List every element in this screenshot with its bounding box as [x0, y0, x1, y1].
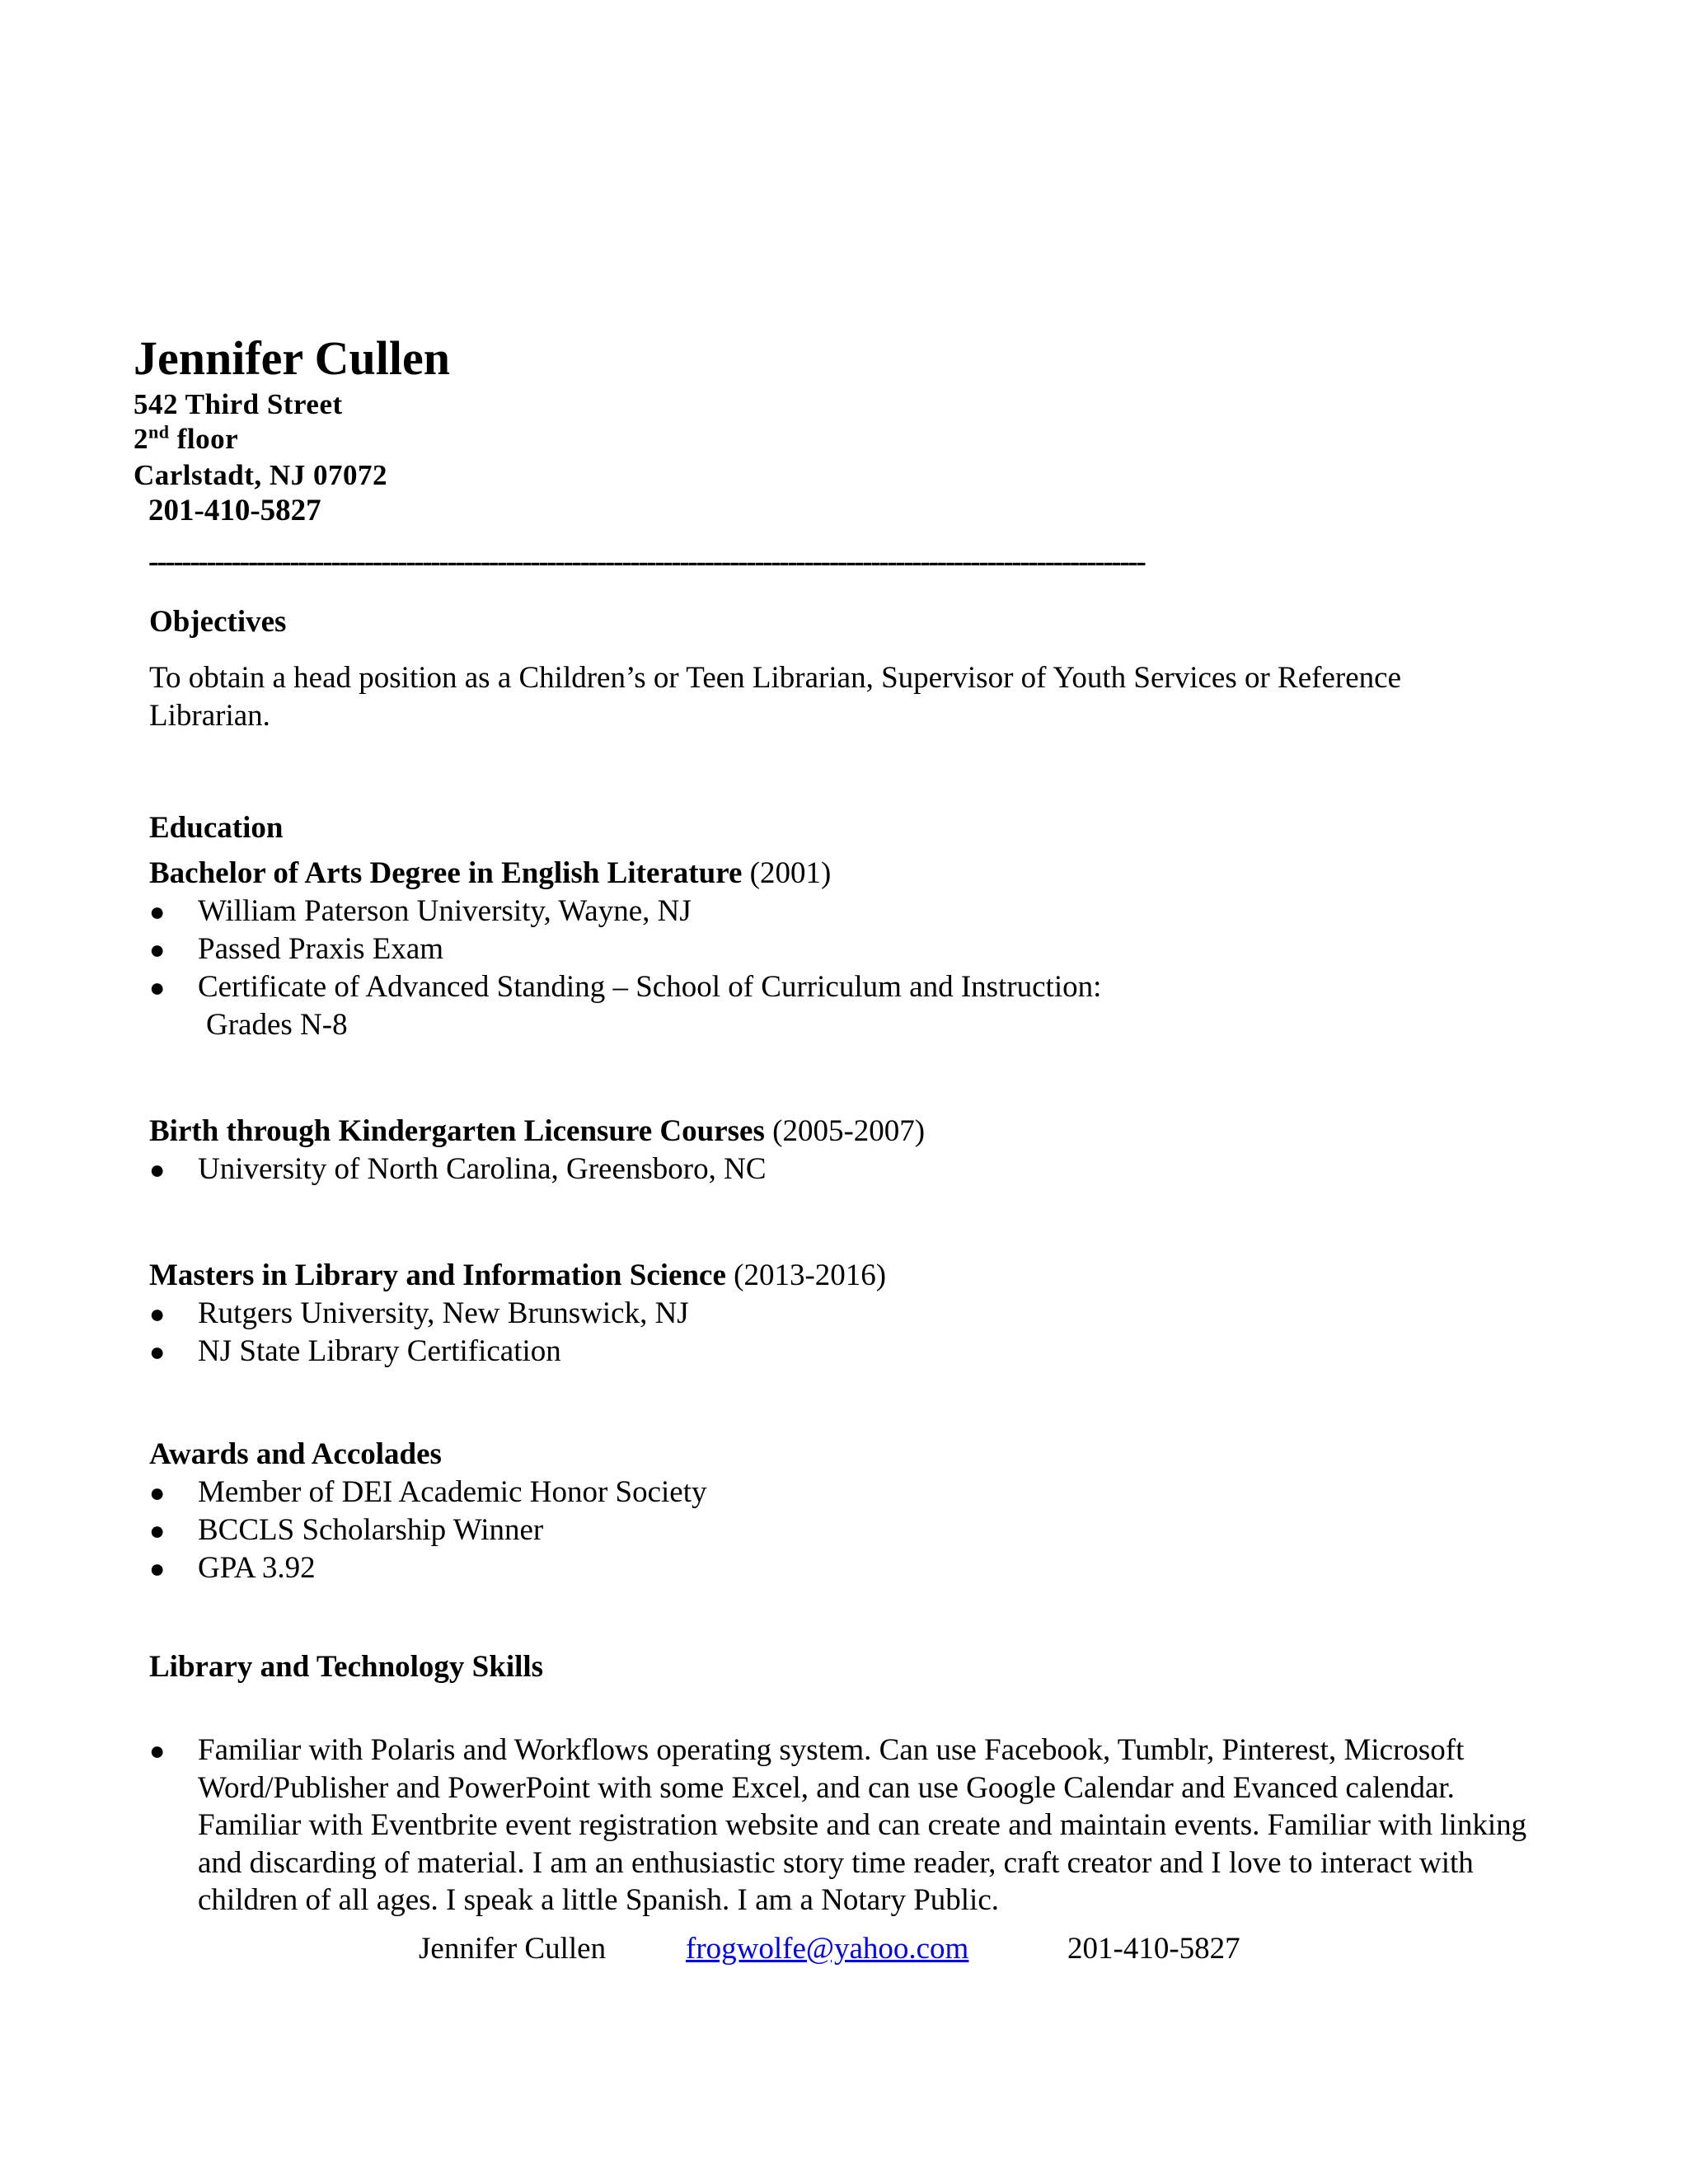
- awards-heading: Awards and Accolades: [149, 1437, 442, 1471]
- bullet-icon: ●: [149, 897, 166, 926]
- objectives-text: To obtain a head position as a Children’s or Teen Librarian, Supervisor of Youth Services or Reference Librarian.: [149, 661, 1401, 733]
- list-item: BCCLS Scholarship Winner: [198, 1513, 544, 1547]
- list-item-continuation: Grades N-8: [206, 1008, 348, 1042]
- degree-name: Bachelor of Arts Degree in English Literature: [149, 856, 743, 890]
- list-item: Passed Praxis Exam: [198, 932, 444, 966]
- objectives-heading: Objectives: [149, 605, 287, 639]
- bullet-icon: ●: [149, 1736, 166, 1765]
- header-phone: 201-410-5827: [148, 494, 321, 527]
- floor-number: 2: [134, 423, 148, 455]
- footer-email-link[interactable]: frogwolfe@yahoo.com: [686, 1932, 969, 1966]
- dashed-rule: ------------------------------------------------------------------------------------------------------------------------: [148, 545, 1145, 579]
- list-item: GPA 3.92: [198, 1551, 316, 1585]
- list-item: Certificate of Advanced Standing – School of Curriculum and Instruction:: [198, 970, 1102, 1004]
- degree-title: [149, 1257, 886, 1295]
- list-item: Member of DEI Academic Honor Society: [198, 1475, 707, 1509]
- bullet-icon: ●: [149, 1478, 166, 1507]
- degree-years: (2013-2016): [725, 1258, 887, 1292]
- floor-superscript: nd: [148, 421, 170, 443]
- list-item: Rutgers University, New Brunswick, NJ: [198, 1296, 689, 1330]
- footer-phone: 201-410-5827: [1067, 1932, 1240, 1966]
- bullet-icon: ●: [149, 1337, 166, 1366]
- degree-name: Masters in Library and Information Science: [149, 1258, 726, 1292]
- degree-years: (2001): [742, 856, 832, 890]
- degree-name: Birth through Kindergarten Licensure Courses: [149, 1114, 765, 1148]
- skills-heading: Library and Technology Skills: [149, 1650, 544, 1684]
- degree-years: (2005-2007): [764, 1114, 926, 1148]
- resume-name: Jennifer Cullen: [134, 331, 450, 385]
- bullet-icon: ●: [149, 972, 166, 1002]
- bullet-icon: ●: [149, 1299, 166, 1329]
- bullet-icon: ●: [149, 1155, 166, 1184]
- floor-label: floor: [169, 423, 239, 455]
- list-item: William Paterson University, Wayne, NJ: [198, 894, 692, 928]
- degree-title: [149, 855, 831, 893]
- education-heading: Education: [149, 811, 284, 845]
- skills-text: Familiar with Polaris and Workflows operating system. Can use Facebook, Tumblr, Pinterest, Microsoft Word/Publisher and PowerPoint with some Excel, and can use Google Calendar and Evanced calendar. Familiar with Eventbrite event registration website and can create and maintain events. Familiar with linking and discarding of material. I am an enthusiastic story time reader, craft creator and I love to interact with children of all ages. I speak a little Spanish. I am a Notary Public.: [198, 1733, 1527, 1917]
- degree-title: [149, 1113, 925, 1151]
- address-city: Carlstadt, NJ 07072: [134, 459, 387, 491]
- footer-name: Jennifer Cullen: [419, 1932, 607, 1966]
- bullet-icon: ●: [149, 1554, 166, 1583]
- address-floor: [134, 422, 238, 457]
- bullet-icon: ●: [149, 1516, 166, 1545]
- list-item: NJ State Library Certification: [198, 1334, 561, 1368]
- address-street: 542 Third Street: [134, 388, 343, 420]
- bullet-icon: ●: [149, 935, 166, 964]
- list-item: University of North Carolina, Greensboro, NC: [198, 1152, 767, 1186]
